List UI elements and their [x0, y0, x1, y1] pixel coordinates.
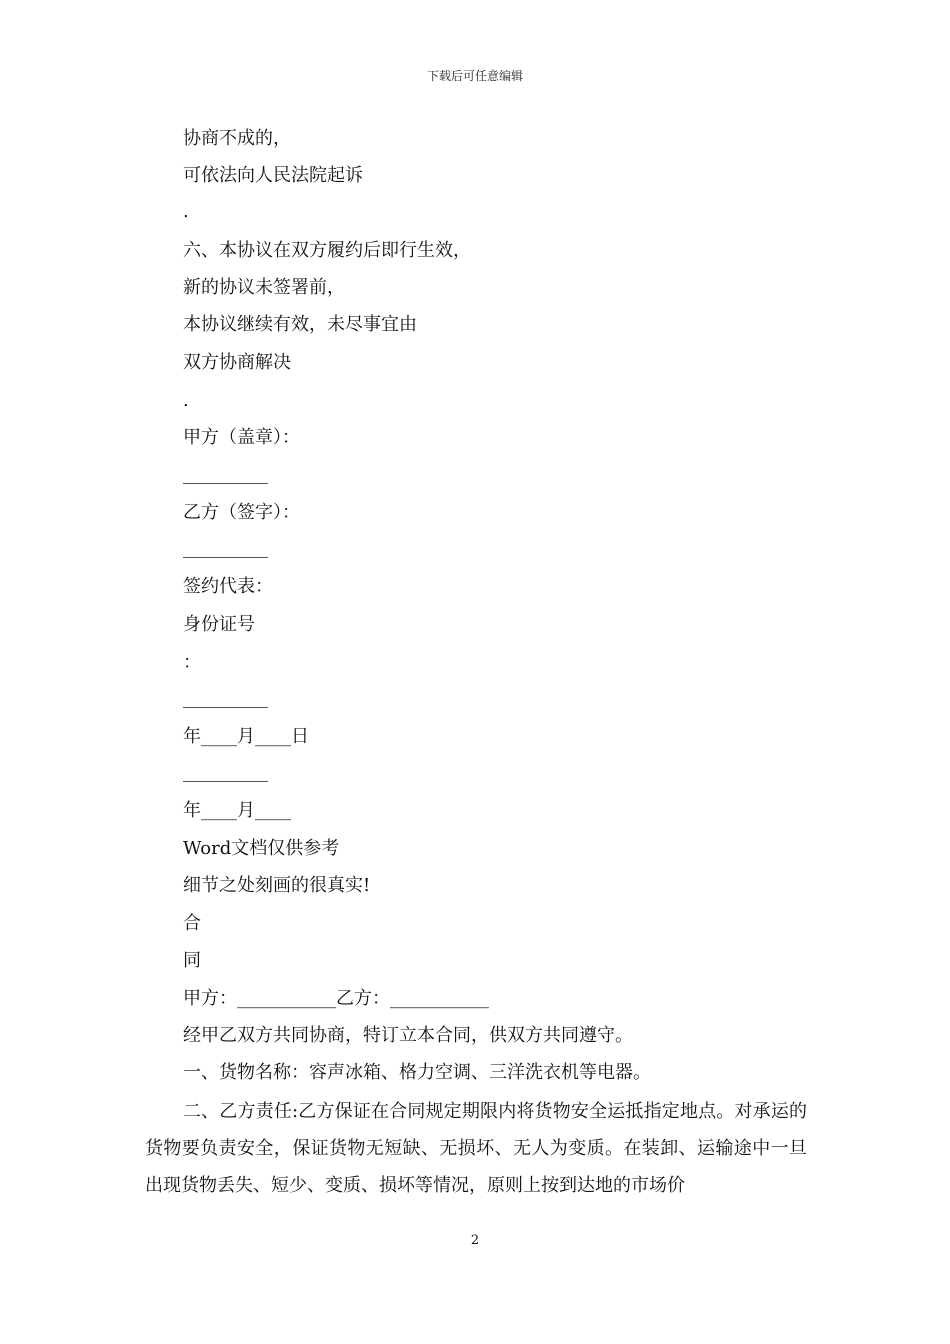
- signature-blank: [183, 707, 268, 708]
- page-header: 下载后可任意编辑: [426, 69, 523, 83]
- body-paragraph: 二、乙方责任:乙方保证在合同规定期限内将货物安全运抵指定地点。对承运的货物要负责安全，保证货物无短缺、无损坏、无人为变质。在装卸、运输途中一旦出现货物丢失、短少、变质、损坏等情况，原则上按到达地的市场价: [145, 1101, 807, 1196]
- text-line: 可依法向人民法院起诉: [183, 165, 363, 186]
- text-line: 六、本协议在双方履约后即行生效，: [183, 240, 471, 261]
- signature-blank: [183, 483, 268, 484]
- representative-label: 签约代表：: [183, 576, 273, 597]
- title-char: 同: [183, 950, 201, 971]
- page-number: 2: [470, 1233, 480, 1248]
- text-line: 经甲乙双方共同协商，特订立本合同，供双方共同遵守。: [183, 1025, 633, 1046]
- text-line: 一、货物名称：容声冰箱、格力空调、三洋洗衣机等电器。: [183, 1062, 651, 1083]
- party-b-sign-label: 乙方（签字）：: [183, 502, 300, 523]
- signature-blank: [183, 781, 268, 782]
- text-line: .: [183, 390, 189, 411]
- party-a-seal-label: 甲方（盖章）：: [183, 427, 300, 448]
- text-line: 双方协商解决: [183, 352, 291, 373]
- signature-blank: [183, 557, 268, 558]
- text-line: ：: [183, 652, 201, 673]
- text-line: .: [183, 201, 189, 222]
- text-line: Word文档仅供参考: [183, 838, 340, 859]
- text-line: 细节之处刻画的很真实!: [183, 875, 371, 896]
- date-line: 年____月____日: [183, 726, 309, 747]
- text-line: 本协议继续有效，未尽事宜由: [183, 314, 417, 335]
- text-line: 新的协议未签署前，: [183, 277, 345, 298]
- title-char: 合: [183, 913, 201, 934]
- parties-line: 甲方：___________乙方：___________: [183, 988, 489, 1009]
- text-line: 协商不成的，: [183, 128, 291, 149]
- date-line: 年____月____: [183, 800, 291, 821]
- id-number-label: 身份证号: [183, 614, 255, 635]
